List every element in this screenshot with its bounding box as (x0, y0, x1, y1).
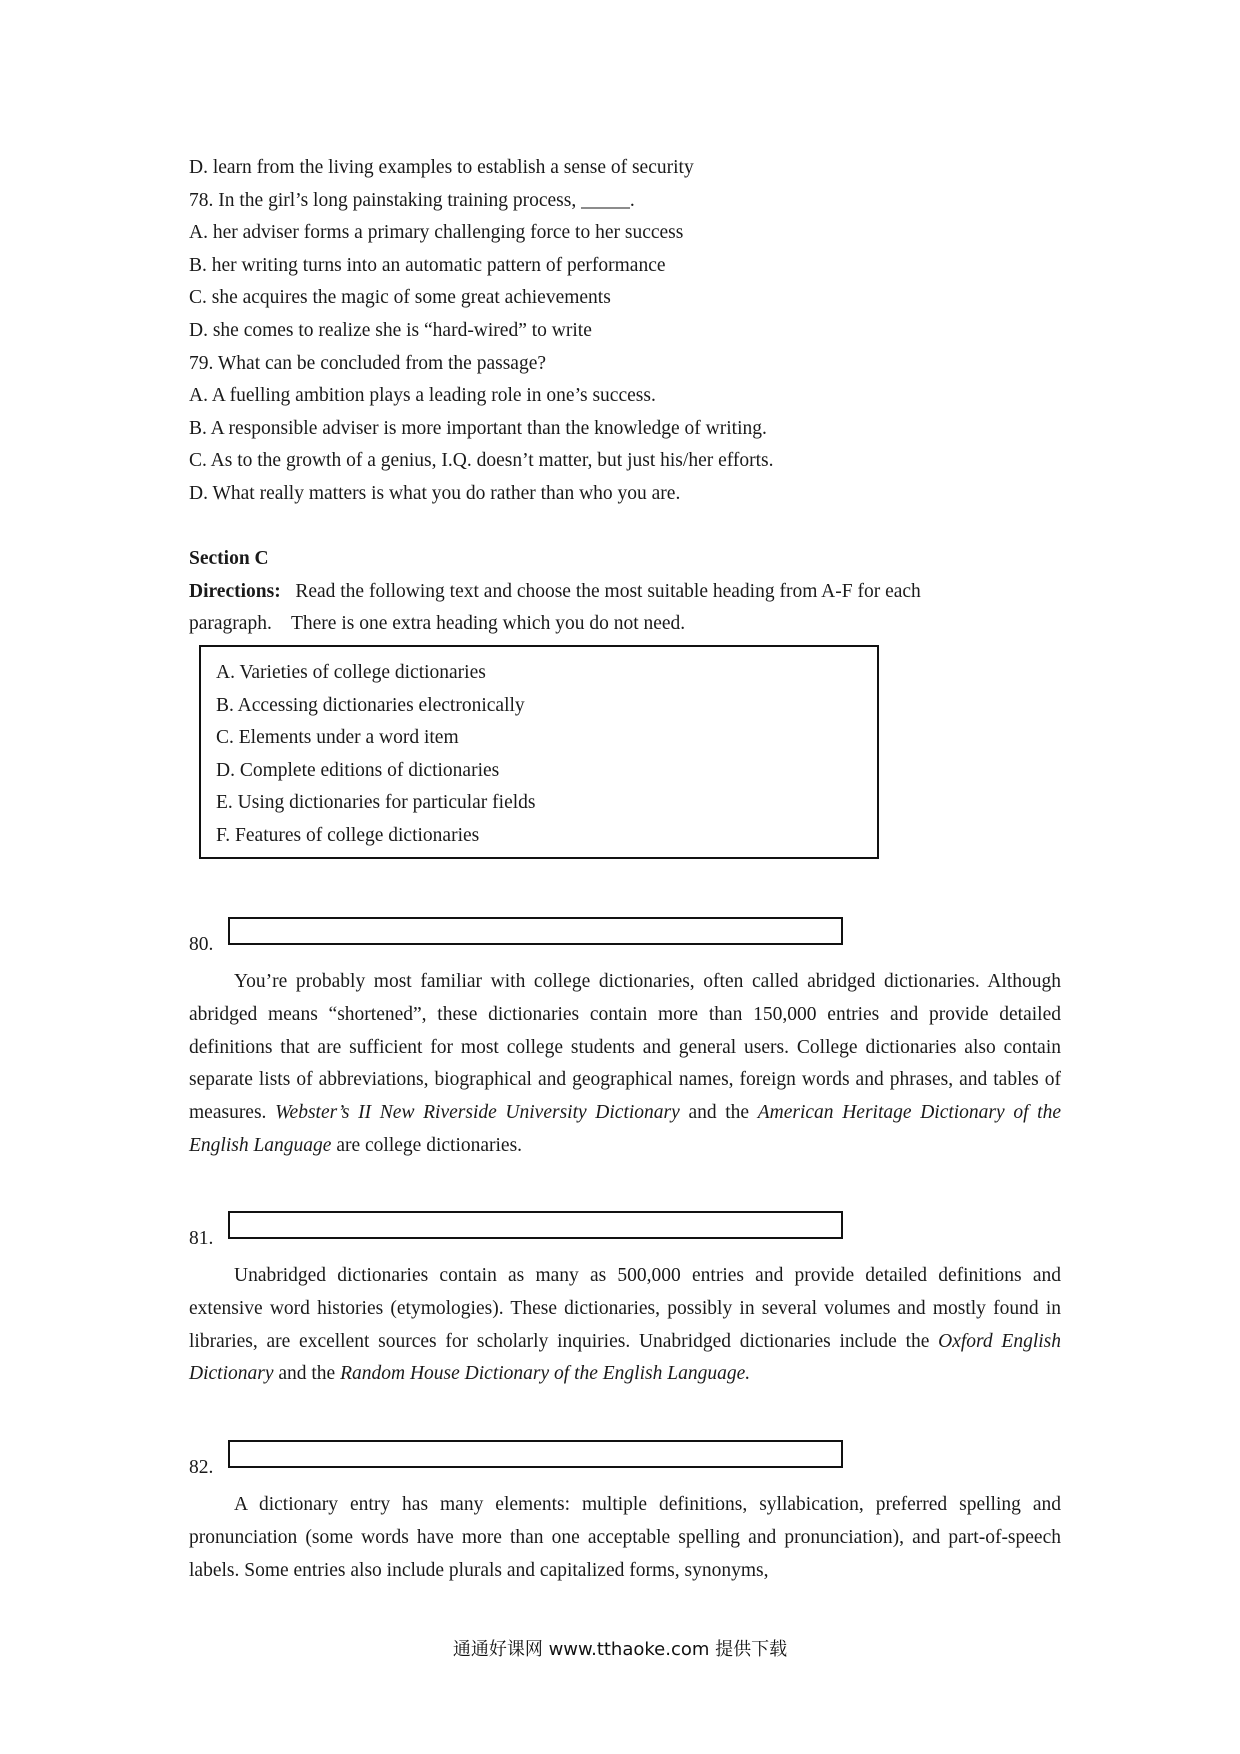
q80-text-1: You’re probably most familiar with college dictionaries, often called abridged dictionaries. Although abridged means “shortened”, these dictionaries contain more than 150,000 entries and provide detailed definitions that are sufficient for most college students and general users. College dictionaries also contain separate lists of abbreviations, biographical and geographical names, foreign words and phrases, and tables of measures. (189, 971, 1061, 1124)
q82-number: 82. (189, 1457, 214, 1478)
q80-text-2: and the (679, 1102, 758, 1124)
q78-stem: 78. In the girl’s long painstaking training process, _____. (189, 190, 635, 211)
q80-paragraph (189, 966, 1061, 1163)
q78-option-b: B. her writing turns into an automatic pattern of performance (189, 255, 666, 276)
q81-answer-box[interactable] (228, 1211, 843, 1239)
q80-text-3: are college dictionaries. (331, 1134, 523, 1156)
q79-option-d: D. What really matters is what you do rather than who you are. (189, 483, 681, 504)
q80-title-1: Webster’s II New Riverside University Dictionary (275, 1102, 680, 1124)
heading-b: B. Accessing dictionaries electronically (216, 695, 525, 716)
q82-paragraph (189, 1489, 1061, 1587)
directions-line-2: paragraph. There is one extra heading which you do not need. (189, 613, 686, 634)
heading-e: E. Using dictionaries for particular fields (216, 792, 536, 813)
q78-option-a: A. her adviser forms a primary challenging force to her success (189, 222, 684, 243)
q79-option-c: C. As to the growth of a genius, I.Q. doesn’t matter, but just his/her efforts. (189, 450, 774, 471)
heading-f: F. Features of college dictionaries (216, 825, 480, 846)
q78-option-d: D. she comes to realize she is “hard-wired” to write (189, 320, 592, 341)
heading-d: D. Complete editions of dictionaries (216, 760, 500, 781)
directions-text-1: Read the following text and choose the most suitable heading from A-F for each (295, 581, 921, 602)
q78-option-c: C. she acquires the magic of some great achievements (189, 287, 611, 308)
q81-title-2: Random House Dictionary of the English Language. (340, 1363, 751, 1385)
section-title: Section C (189, 548, 269, 569)
heading-c: C. Elements under a word item (216, 727, 459, 748)
q82-text-1: A dictionary entry has many elements: multiple definitions, syllabication, preferred spelling and pronunciation (some words have more than one acceptable spelling and pronunciation), and part-of-speech labels. Some entries also include plurals and capitalized forms, synonyms, (189, 1494, 1061, 1581)
q81-paragraph (189, 1260, 1061, 1391)
directions-label: Directions: (189, 581, 281, 602)
headings-box (199, 645, 879, 859)
q80-answer-box[interactable] (228, 917, 843, 945)
heading-a: A. Varieties of college dictionaries (216, 662, 486, 683)
q80-title-2: American Heritage Dictionary of the English Language (189, 1102, 1061, 1156)
q81-text-2: and the (273, 1363, 341, 1385)
q80-number: 80. (189, 934, 214, 955)
q81-number: 81. (189, 1228, 214, 1249)
q82-answer-box[interactable] (228, 1440, 843, 1468)
q79-option-b: B. A responsible adviser is more important than the knowledge of writing. (189, 418, 767, 439)
q79-stem: 79. What can be concluded from the passage? (189, 353, 546, 374)
q77-option-d: D. learn from the living examples to establish a sense of security (189, 157, 694, 178)
footer-watermark: 通通好课网 www.tthaoke.com 提供下载 (452, 1639, 788, 1660)
q79-option-a: A. A fuelling ambition plays a leading role in one’s success. (189, 385, 656, 406)
q81-title-1: Oxford English Dictionary (189, 1330, 1062, 1385)
directions-line-1 (189, 582, 921, 602)
q81-text-1: Unabridged dictionaries contain as many as 500,000 entries and provide detailed definitions and extensive word histories (etymologies). These dictionaries, possibly in several volumes and mostly found in libraries, are excellent sources for scholarly inquiries. Unabridged dictionaries include the (189, 1265, 1061, 1352)
